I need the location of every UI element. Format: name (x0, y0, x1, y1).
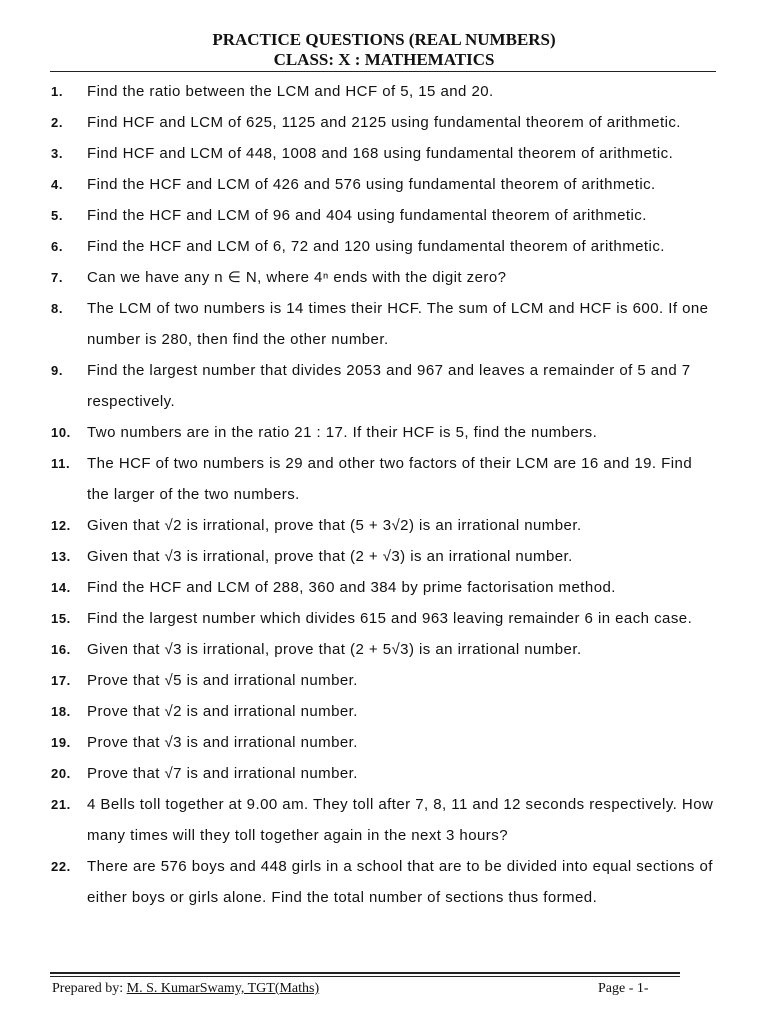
question-item (0, 634, 768, 665)
question-number: 20. (51, 766, 71, 781)
footer-divider (50, 972, 680, 974)
question-item (0, 541, 768, 572)
question-text: Find HCF and LCM of 448, 1008 and 168 using fundamental theorem of arithmetic. (87, 145, 674, 162)
question-text: Prove that √2 is and irrational number. (87, 703, 358, 720)
question-text: Find the HCF and LCM of 426 and 576 using fundamental theorem of arithmetic. (87, 176, 656, 193)
question-number: 6. (51, 239, 64, 254)
question-item (0, 231, 768, 262)
question-text: Given that √3 is irrational, prove that (2 + √3) is an irrational number. (87, 548, 573, 565)
page-title: PRACTICE QUESTIONS (REAL NUMBERS) (212, 30, 556, 49)
question-number: 3. (51, 146, 64, 161)
question-text: Prove that √7 is and irrational number. (87, 765, 358, 782)
question-number: 2. (51, 115, 64, 130)
question-text: Given that √2 is irrational, prove that (5 + 3√2) is an irrational number. (87, 517, 582, 534)
question-item (0, 758, 768, 789)
question-text: Find the largest number which divides 615 and 963 leaving remainder 6 in each case. (87, 610, 693, 627)
question-number: 14. (51, 580, 71, 595)
question-item (0, 727, 768, 758)
question-text: Prove that √3 is and irrational number. (87, 734, 358, 751)
question-text: 4 Bells toll together at 9.00 am. They toll after 7, 8, 11 and 12 seconds respectively. How many times will they toll together again in the next 3 hours? (87, 796, 714, 844)
question-number: 10. (51, 425, 71, 440)
question-number: 11. (51, 456, 71, 471)
question-item (0, 138, 768, 169)
question-number: 9. (51, 363, 64, 378)
page-number: Page - 1- (598, 981, 649, 996)
question-number: 1. (51, 84, 64, 99)
question-number: 12. (51, 518, 71, 533)
question-item (0, 510, 768, 541)
question-text: Find the largest number that divides 2053 and 967 and leaves a remainder of 5 and 7 respectively. (87, 362, 691, 410)
question-item (0, 76, 768, 107)
question-number: 13. (51, 549, 71, 564)
question-item (0, 417, 768, 448)
question-number: 8. (51, 301, 64, 316)
question-item (0, 200, 768, 231)
question-text: Two numbers are in the ratio 21 : 17. If their HCF is 5, find the numbers. (87, 424, 598, 441)
page-subtitle: CLASS: X : MATHEMATICS (273, 50, 495, 69)
question-number: 5. (51, 208, 64, 223)
question-text: Can we have any n ∈ N, where 4ⁿ ends with the digit zero? (87, 269, 507, 286)
prepared-by-label: Prepared by: (52, 981, 127, 996)
question-number: 16. (51, 642, 71, 657)
question-item (0, 789, 768, 851)
question-item (0, 572, 768, 603)
question-number: 21. (51, 797, 71, 812)
question-item (0, 696, 768, 727)
question-number: 4. (51, 177, 64, 192)
question-item (0, 262, 768, 293)
question-number: 19. (51, 735, 71, 750)
question-number: 18. (51, 704, 71, 719)
question-text: The LCM of two numbers is 14 times their HCF. The sum of LCM and HCF is 600. If one number is 280, then find the other number. (87, 300, 709, 348)
question-number: 17. (51, 673, 71, 688)
question-text: Prove that √5 is and irrational number. (87, 672, 358, 689)
question-item (0, 603, 768, 634)
question-text: Find the ratio between the LCM and HCF of 5, 15 and 20. (87, 83, 494, 100)
prepared-by (52, 980, 319, 998)
question-item (0, 448, 768, 510)
question-item (0, 355, 768, 417)
question-text: Find the HCF and LCM of 6, 72 and 120 using fundamental theorem of arithmetic. (87, 238, 665, 255)
question-number: 15. (51, 611, 71, 626)
question-text: Find the HCF and LCM of 96 and 404 using fundamental theorem of arithmetic. (87, 207, 647, 224)
question-text: Find HCF and LCM of 625, 1125 and 2125 using fundamental theorem of arithmetic. (87, 114, 681, 131)
question-text: Given that √3 is irrational, prove that (2 + 5√3) is an irrational number. (87, 641, 582, 658)
question-item (0, 665, 768, 696)
question-list (0, 76, 768, 913)
question-text: Find the HCF and LCM of 288, 360 and 384 by prime factorisation method. (87, 579, 616, 596)
question-item (0, 169, 768, 200)
footer-divider-thin (50, 976, 680, 977)
header-divider (50, 71, 716, 72)
question-item (0, 293, 768, 355)
author-name: M. S. KumarSwamy, TGT(Maths) (126, 981, 320, 996)
question-number: 7. (51, 270, 64, 285)
question-text: There are 576 boys and 448 girls in a school that are to be divided into equal sections of either boys or girls alone. Find the total number of sections thus formed. (87, 858, 713, 906)
question-item (0, 851, 768, 913)
question-item (0, 107, 768, 138)
question-text: The HCF of two numbers is 29 and other two factors of their LCM are 16 and 19. Find the larger of the two numbers. (87, 455, 693, 503)
question-number: 22. (51, 859, 71, 874)
